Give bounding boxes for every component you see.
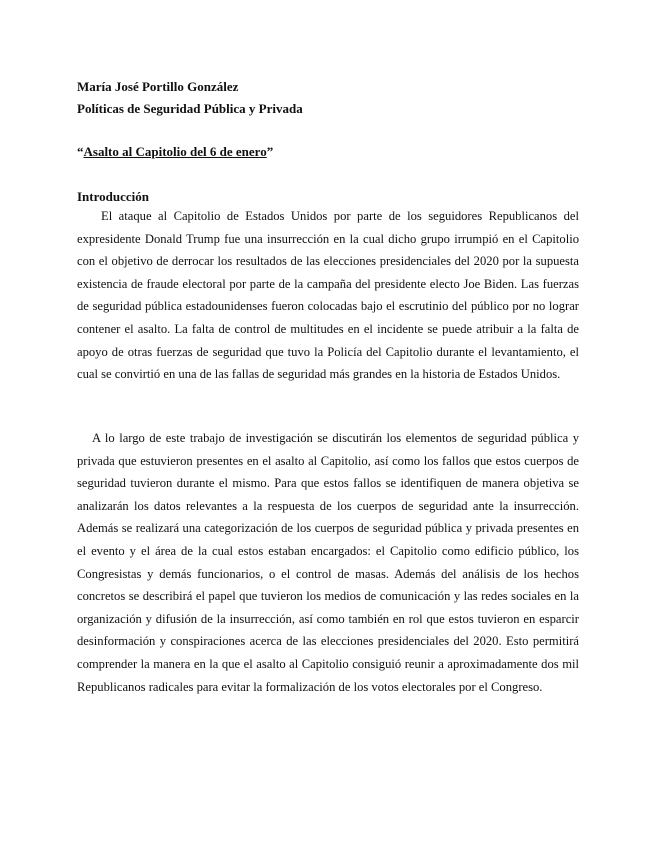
paragraph: El ataque al Capitolio de Estados Unidos por parte de los seguidores Republicanos del expresidente Donald Trump fue una insurrección en la cual dicho grupo irrumpió en el Capitolio con el objetivo de derrocar los resultados de las elecciones presidenciales del 2020 por la supuesta existencia de fraude electoral por parte de la campaña del presidente electo Joe Biden. Las fuerzas de seguridad pública estadounidenses fueron colocadas bajo el escrutinio del público por no lograr contener el asalto. La falta de control de multitudes en el incidente se puede atribuir a la falta de apoyo de otras fuerzas de seguridad que tuvo la Policía del Capitolio durante el levantamiento, el cual se convirtió en una de las fallas de seguridad más grandes en la historia de Estados Unidos.: [77, 209, 579, 382]
author-name: María José Portillo González: [77, 79, 239, 94]
paragraph: A lo largo de este trabajo de investigación se discutirán los elementos de seguridad pública y privada que estuvieron presentes en el asalto al Capitolio, así como los fallos que estos cuerpos de seguridad tuvieron durante el mismo. Para que estos fallos se identifiquen de manera objetiva se analizarán los datos relevantes a la respuesta de los cuerpos de seguridad ante la insurrección. Además se realizará una categorización de los cuerpos de seguridad pública y privada presentes en el evento y el área de la cual estos estaban encargados: el Capitolio como edificio público, los Congresistas y demás funcionarios, o el control de masas. Además del análisis de los hechos concretos se describirá el papel que tuvieron los medios de comunicación y las redes sociales en la organización y difusión de la insurrección, así como también en rol que estos tuvieron en esparcir desinformación y conspiraciones acerca de las elecciones presidenciales del 2020. Esto permitirá comprender la manera en la que el asalto al Capitolio consiguió reunir a aproximadamente dos mil Republicanos radicales para evitar la formalización de los votos electorales por el Congreso.: [77, 431, 579, 694]
section-heading-introduccion: Introducción: [77, 189, 149, 204]
document-title: [77, 141, 273, 163]
document-header: [77, 76, 577, 120]
title-close-quote: ”: [266, 144, 274, 159]
course-name: Políticas de Seguridad Pública y Privada: [77, 101, 303, 116]
title-open-quote: “: [77, 144, 84, 159]
title-text: Asalto al Capitolio del 6 de enero: [83, 144, 267, 159]
